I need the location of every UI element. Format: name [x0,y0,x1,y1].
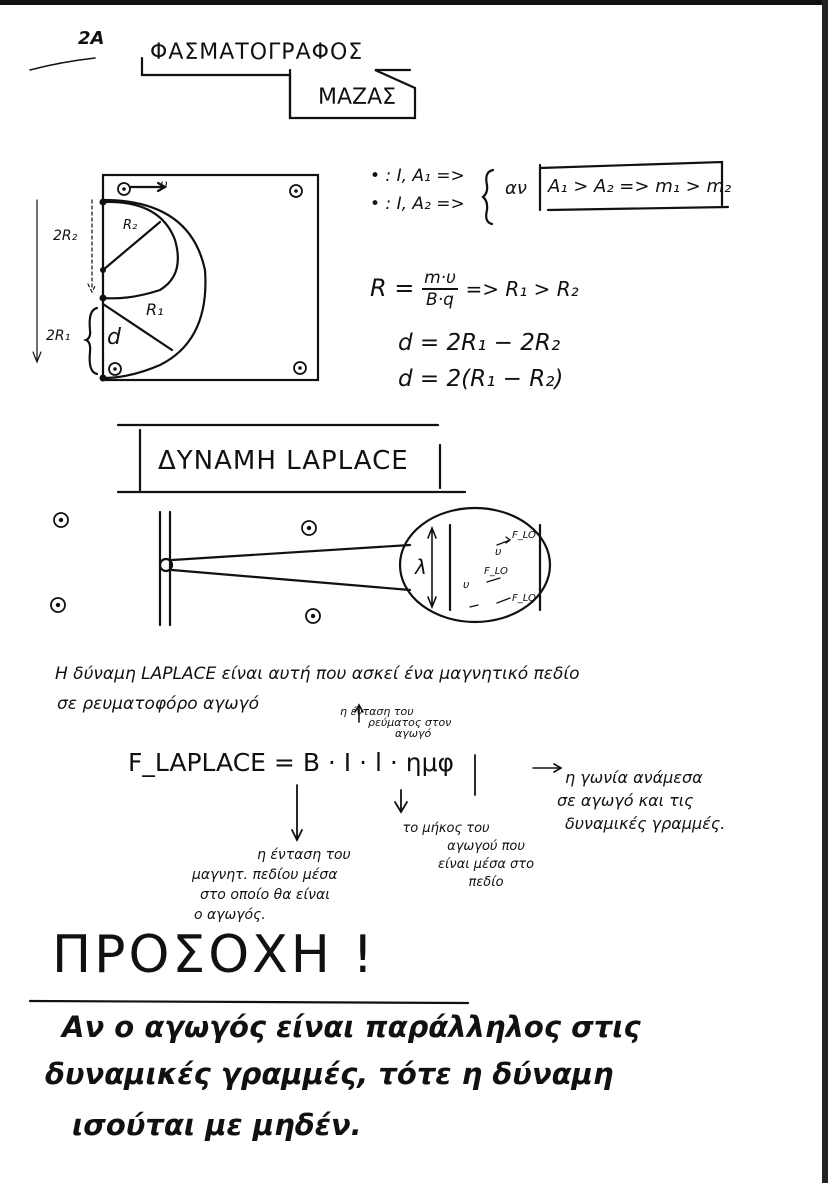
field-out-of-page-icons [51,183,320,623]
section-number: 2A [78,28,105,49]
note-line: η ένταση του [340,705,414,718]
note-length [358,820,534,892]
condition-formula: A₁ > A₂ => m₁ > m₂ [548,176,732,197]
radius-fraction [422,268,458,310]
force-label-1: F_LO [512,530,536,541]
fraction-denominator: B·q [426,290,454,310]
force-label-2: F_LO [484,566,508,577]
note-line: είναι μέσα στο [438,857,535,872]
velocity-label-2: υ [463,578,470,591]
title-line-1: ΦΑΣΜΑΤΟΓΡΑΦΟΣ [150,40,364,65]
attention-line-3: ισούται με μηδέν. [72,1108,362,1142]
note-angle [557,766,726,835]
ion-2-line: • : I, A₂ => [370,194,465,214]
scribble-line [30,58,95,70]
velocity-label: υ [160,178,168,193]
attention-title: ΠΡΟΣΟΧΗ ! [52,925,377,985]
note-line: ρεύματος στον [368,716,452,729]
note-line: μαγνητ. πεδίου μέσα [192,867,338,883]
r2-label: R₂ [123,218,138,233]
laplace-title: ΔΥΝΑΜΗ LAPLACE [158,446,409,476]
d-label: d [107,325,121,350]
title-line-2: ΜΑΖΑΣ [318,85,397,110]
d-equation-2: d = 2(R₁ − R₂) [398,366,564,392]
note-line: αγωγό [395,727,432,740]
definition-line-2: σε ρευματοφόρο αγωγό [57,694,260,714]
length-label: λ [415,555,427,579]
laplace-formula: F_LAPLACE = B · I · l · ημφ [128,748,455,777]
radius-formula [370,268,579,310]
force-label-3: F_LO [512,593,536,604]
radius-lhs: R = [370,274,415,302]
radius-result: => R₁ > R₂ [465,277,579,301]
note-line: στο οποίο θα είναι [200,887,330,903]
note-line: το μήκος του [402,821,490,836]
zoom-lines [172,545,410,590]
brace [483,170,493,224]
note-line: ο αγωγός. [194,907,266,923]
d-equation-1: d = 2R₁ − 2R₂ [398,330,561,356]
note-line: αγωγού που [447,839,525,854]
attention-line-2: δυναμικές γραμμές, τότε η δύναμη [45,1057,614,1091]
ion-1-line: • : I, A₁ => [370,166,465,186]
attention-line-1: Αν ο αγωγός είναι παράλληλος στις [62,1010,641,1044]
two-r1-label: 2R₁ [46,328,71,344]
attention-underline [30,1001,468,1003]
note-field [192,845,351,925]
note-line: πεδίο [468,875,504,890]
note-current [340,706,451,739]
small-trajectory [103,202,178,298]
note-line: η γωνία ανάμεσα [565,768,703,787]
definition-line-1: Η δύναμη LAPLACE είναι αυτή που ασκεί ένα μαγνητικό πεδίο [55,664,580,684]
two-r2-label: 2R₂ [53,228,78,244]
note-line: δυναμικές γραμμές. [565,814,726,833]
note-line: σε αγωγό και τις [557,791,694,810]
r1-label: R₁ [146,300,164,319]
velocity-label-1: υ [495,545,502,558]
fraction-numerator: m·υ [424,268,456,288]
note-line: η ένταση του [257,847,351,863]
condition-word: αν [505,178,527,199]
